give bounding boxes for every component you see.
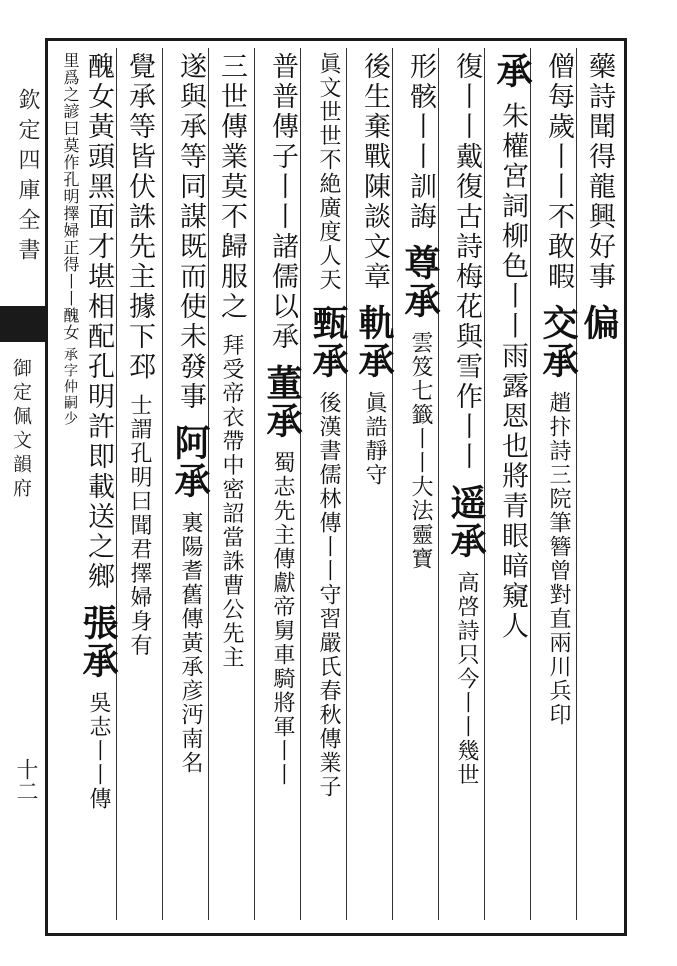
text-column [353, 52, 395, 922]
annotation: 承字仲嗣少 [62, 347, 78, 428]
column-rule [530, 48, 531, 920]
headword: 阿承 [169, 423, 211, 500]
headword: 交承 [537, 303, 579, 380]
text-column [126, 52, 153, 922]
column-rule [392, 48, 393, 920]
text-column [218, 52, 245, 922]
column-rule [300, 48, 301, 920]
column-text: 復丨丨戴復古詩梅花與雪作丨丨 [451, 52, 482, 472]
text-column [77, 52, 119, 922]
column-rule [254, 48, 255, 920]
column-rule [438, 48, 439, 920]
page-number: 十二 [13, 758, 38, 802]
headword: 甄承 [307, 303, 349, 380]
text-column [261, 52, 303, 922]
column-text: 醜女黃頭黑面才堪相配孔明許即載送之鄉 [83, 52, 114, 592]
annotation: 裏陽耆舊傳黃承彦沔南名 [178, 511, 203, 776]
annotation: 吳志丨丨傳 [86, 691, 111, 812]
book-title: 御定佩文韻府 [10, 358, 32, 502]
text-column [578, 52, 620, 922]
text-column [307, 52, 349, 922]
column-text: 後生棄戰陳談文章 [359, 52, 390, 292]
annotation: 後漢書儒林傳丨丨守習嚴氏春秋傳業子 [316, 391, 341, 800]
edition-title: 欽定四庫全書 [15, 88, 40, 268]
column-rule [162, 48, 163, 920]
column-text: 藥詩聞得龍興好事 [584, 52, 615, 292]
annotation: 蜀志先主傳獻帝舅車騎將軍丨丨 [270, 451, 295, 788]
headword: 遥承 [445, 483, 487, 560]
text-column [537, 52, 579, 922]
headword: 偏 [578, 303, 620, 342]
column-text: 遂與承等同謀既而使未發事 [175, 52, 206, 412]
text-column [58, 52, 78, 922]
text-column [399, 52, 441, 922]
headword: 張承 [77, 603, 119, 680]
headword: 承 [491, 52, 533, 90]
annotation: 雲笈七籤丨丨大法靈寶 [408, 331, 433, 572]
text-column [169, 52, 211, 922]
headword: 董承 [261, 363, 303, 440]
column-text: 里爲之諺曰莫作孔明擇婦正得丨丨醜女 [61, 52, 80, 341]
column-text: 形骸丨丨訓誨 [405, 52, 436, 232]
text-column [445, 52, 487, 922]
column-text: 朱權宮詞柳色丨丨雨露恩也將青眼暗窺人 [497, 101, 528, 642]
column-text: 覺承等皆伏誅先主據下邳 [124, 52, 155, 382]
annotation: 眞文世世不絶廣度人天 [316, 52, 341, 292]
column-text: 僧每歲丨丨不敢暇 [543, 52, 574, 292]
column-rule [346, 48, 347, 920]
annotation: 士謂孔明曰聞君擇婦身有 [127, 393, 152, 658]
annotation: 眞誥靜守 [362, 391, 387, 488]
column-text: 普普傳子丨丨諸儒以承 [267, 52, 298, 352]
column-rule [576, 48, 577, 920]
annotation: 拜受帝衣帶中密詔當誅曹公先主 [219, 333, 244, 670]
column-text: 三世傳業莫不歸服之 [216, 52, 247, 322]
text-column [491, 52, 533, 922]
annotation: 高啓詩只今丨丨幾世 [454, 571, 479, 788]
fishtail-bar [0, 306, 45, 342]
annotation: 趙抃詩三院筆簪曾對直兩川兵印 [546, 391, 571, 728]
column-rule [116, 48, 117, 920]
page-margin [0, 38, 45, 936]
headword: 尊承 [399, 243, 441, 320]
headword: 軌承 [353, 303, 395, 380]
